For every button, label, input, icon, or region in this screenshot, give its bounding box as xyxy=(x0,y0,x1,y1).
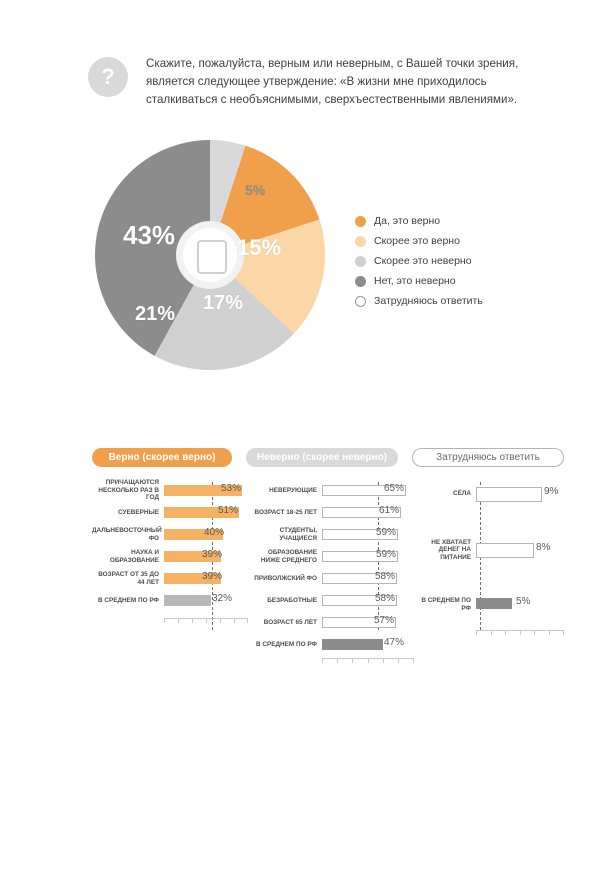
axis xyxy=(322,658,414,663)
section-header-verno: Верно (скорее верно) xyxy=(92,448,232,467)
legend-item xyxy=(355,256,483,267)
bar-label: ВОЗРАСТ 65 ЛЕТ xyxy=(263,618,317,626)
bar-label: ПРИЧАЩАЮТСЯ НЕСКОЛЬКО РАЗ В ГОД xyxy=(98,479,159,502)
bar-row xyxy=(248,570,414,587)
bar-row xyxy=(248,636,414,653)
bar-fill xyxy=(476,598,512,609)
bar-group-zatrudnyayus xyxy=(414,482,564,623)
bar-label: ВОЗРАСТ ОТ 35 ДО 44 ЛЕТ xyxy=(98,570,159,586)
legend-swatch-icon xyxy=(355,276,366,287)
pie-center-logo xyxy=(183,228,237,282)
bar-fill xyxy=(322,639,383,650)
legend-swatch-icon xyxy=(355,296,366,307)
bar-row xyxy=(414,592,564,618)
bar-group-verno xyxy=(92,479,248,614)
bar-row xyxy=(248,526,414,543)
bar-label: В СРЕДНЕМ ПО РФ xyxy=(255,640,317,648)
bar-label: ВОЗРАСТ 18-25 ЛЕТ xyxy=(254,508,317,516)
bar-value: 5% xyxy=(516,596,531,607)
bar-value: 59% xyxy=(376,549,397,560)
bar-row xyxy=(92,592,248,609)
legend-item xyxy=(355,296,483,307)
bar-value: 59% xyxy=(376,527,397,538)
bar-value: 40% xyxy=(204,527,225,538)
bar-label: ДАЛЬНЕВОСТОЧНЫЙ ФО xyxy=(92,526,162,542)
bar-label: ПРИВОЛЖСКИЙ ФО xyxy=(254,574,317,582)
legend-label: Нет, это неверно xyxy=(374,275,456,288)
bar-label: СТУДЕНТЫ, УЧАЩИЕСЯ xyxy=(279,526,317,542)
legend-item xyxy=(355,236,483,247)
bar-value: 65% xyxy=(384,483,405,494)
bar-row xyxy=(414,534,564,566)
bar-value: 8% xyxy=(536,542,551,553)
legend-swatch-icon xyxy=(355,256,366,267)
pie-legend xyxy=(355,216,483,316)
question-block xyxy=(88,55,558,109)
pie-chart xyxy=(95,140,325,370)
legend-label: Скорее это неверно xyxy=(374,255,472,268)
legend-label: Скорее это верно xyxy=(374,235,460,248)
legend-label: Затрудняюсь ответить xyxy=(374,295,483,308)
legend-item xyxy=(355,216,483,227)
bar-value: 39% xyxy=(202,571,223,582)
bar-row xyxy=(248,548,414,565)
bar-value: 51% xyxy=(218,505,239,516)
section-header-neverno: Неверно (скорее неверно) xyxy=(246,448,398,467)
axis xyxy=(476,630,564,635)
bar-label: СЁЛА xyxy=(453,490,471,498)
question-mark-icon: ? xyxy=(88,57,128,97)
legend-label: Да, это верно xyxy=(374,215,441,228)
bar-group-neverno xyxy=(248,482,414,658)
pie-label-net: 43% xyxy=(123,220,176,250)
pie-label-skoree-neverno: 21% xyxy=(135,303,176,325)
bar-label: БЕЗРАБОТНЫЕ xyxy=(267,596,317,604)
bar-label: НЕ ХВАТАЕТ ДЕНЕГ НА ПИТАНИЕ xyxy=(431,538,471,561)
bar-value: 61% xyxy=(379,505,400,516)
bar-value: 39% xyxy=(202,549,223,560)
pie-label-da: 15% xyxy=(237,235,282,260)
bar-label: НЕВЕРУЮЩИЕ xyxy=(269,486,317,494)
question-text: Скажите, пожалуйста, верным или неверным, с Вашей точки зрения, является следующее утверждение: «В жизни мне приходилось сталкиваться с необъяснимыми, сверхъестественными явлениями». xyxy=(146,57,519,106)
bar-label: СУЕВЕРНЫЕ xyxy=(117,508,159,516)
axis xyxy=(164,618,248,623)
bar-row xyxy=(92,526,248,543)
section-header-zatrudnyayus: Затрудняюсь ответить xyxy=(412,448,564,467)
bar-value: 47% xyxy=(384,637,405,648)
bar-value: 53% xyxy=(221,483,242,494)
bar-value: 58% xyxy=(375,571,396,582)
bar-value: 58% xyxy=(375,593,396,604)
pie-label-skoree-verno: 17% xyxy=(203,292,244,314)
bar-label: НАУКА И ОБРАЗОВАНИЕ xyxy=(109,548,159,564)
bar-row xyxy=(248,614,414,631)
bar-row xyxy=(92,479,248,502)
bar-row xyxy=(414,482,564,506)
legend-item xyxy=(355,276,483,287)
bar-value: 57% xyxy=(374,615,395,626)
bar-value: 32% xyxy=(212,593,233,604)
legend-swatch-icon xyxy=(355,236,366,247)
bar-row xyxy=(92,570,248,587)
legend-swatch-icon xyxy=(355,216,366,227)
bar-row xyxy=(92,504,248,521)
bar-row xyxy=(92,548,248,565)
bar-row xyxy=(248,504,414,521)
bar-label: ОБРАЗОВАНИЕ НИЖЕ СРЕДНЕГО xyxy=(260,548,317,564)
bar-fill xyxy=(164,595,211,606)
bar-row xyxy=(248,592,414,609)
bar-row xyxy=(248,482,414,499)
bar-label: В СРЕДНЕМ ПО РФ xyxy=(421,597,471,612)
bar-fill xyxy=(476,543,534,558)
bar-fill xyxy=(476,487,542,502)
pie-label-hard: 5% xyxy=(245,182,266,198)
bar-label: В СРЕДНЕМ ПО РФ xyxy=(97,596,159,604)
bar-value: 9% xyxy=(544,486,559,497)
